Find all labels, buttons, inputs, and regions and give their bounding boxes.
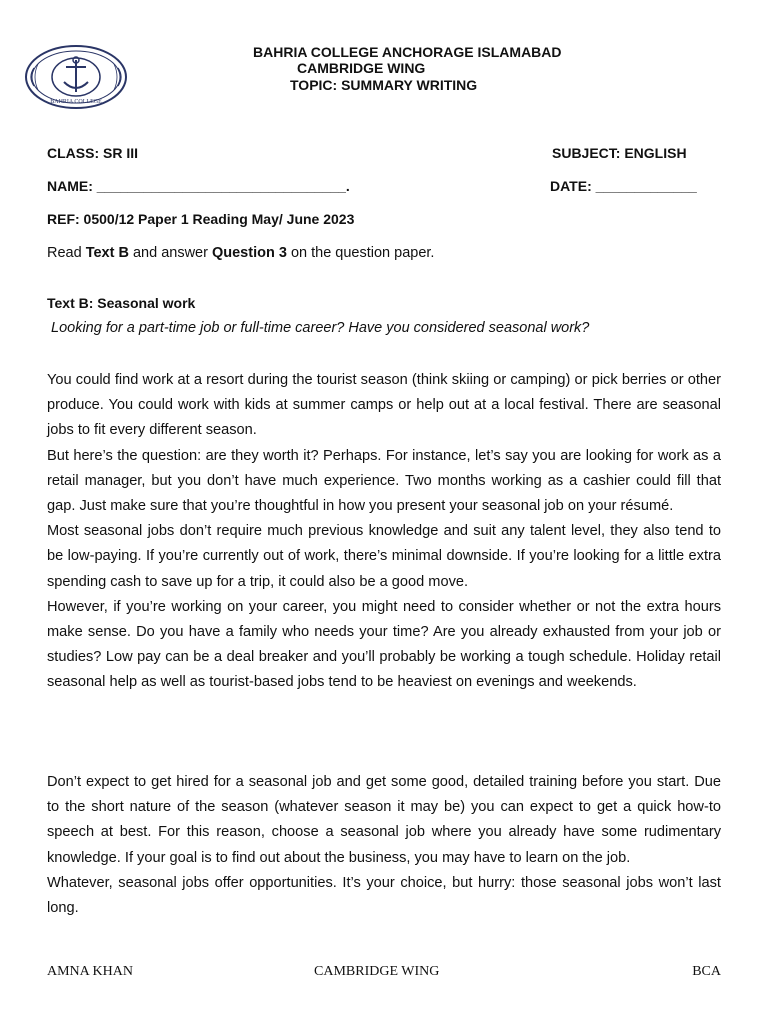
paragraph: But here’s the question: are they worth it? Perhaps. For instance, let’s say you are looking for work as a retail manager, but you don’t have much experience. Two months working as a cashier could fill that gap. Just make sure that you’re thoughtful in how you present your seasonal job on your résumé. <box>47 447 721 515</box>
topic-title: TOPIC: SUMMARY WRITING <box>290 77 478 93</box>
instruction-text-3: on the question paper. <box>286 245 435 261</box>
logo-text: BAHRIA COLLEGE <box>50 99 102 105</box>
instruction-bold-question: Question 3 <box>211 245 287 261</box>
footer-institution: BCA <box>692 964 721 979</box>
paragraph: Don’t expect to get hired for a seasonal job and get some good, detailed training before you start. Due to the short nature of the season (whatever season it may be) you can expect to get a quick how-to speech at best. For this reason, choose a seasonal job where you already have some rudimentary knowledge. If your goal is to find out about the business, you may have to learn on the job. <box>47 774 721 866</box>
paragraph: Whatever, seasonal jobs offer opportunities. It’s your choice, but hurry: those seasonal jobs won’t last long. <box>47 874 721 917</box>
paragraph: You could find work at a resort during the tourist season (think skiing or camping) or pick berries or other produce. You could work with kids at summer camps or help out at a local festival. There are seasonal jobs to fit every different season. <box>47 372 721 439</box>
text-body-part-2 <box>47 770 721 921</box>
subject-label: SUBJECT: ENGLISH <box>552 145 687 161</box>
reference-line: REF: 0500/12 Paper 1 Reading May/ June 2023 <box>47 211 355 227</box>
instruction-bold-text-b: Text B <box>85 245 129 261</box>
page-footer <box>47 964 721 984</box>
text-body-part-1 <box>47 368 721 696</box>
footer-wing: CAMBRIDGE WING <box>314 964 440 979</box>
footer-author: AMNA KHAN <box>47 964 133 979</box>
instruction-text-2: and answer <box>128 245 212 261</box>
wing-name: CAMBRIDGE WING <box>297 60 426 76</box>
text-b-subheading: Looking for a part-time job or full-time career? Have you considered seasonal work? <box>51 320 590 336</box>
college-logo <box>20 40 132 114</box>
class-label: CLASS: SR III <box>47 145 139 161</box>
name-field: NAME: ________________________________. <box>47 178 350 194</box>
paragraph: However, if you’re working on your career, you might need to consider whether or not the extra hours make sense. Do you have a family who needs your time? Are you already exhausted from your job or studies? Low pay can be a deal breaker and you’ll probably be working a tough schedule. Holiday retail seasonal help as well as tourist-based jobs tend to be heaviest on evenings and weekends. <box>47 598 721 691</box>
paragraph: Most seasonal jobs don’t require much previous knowledge and suit any talent level, they also tend to be low-paying. If you’re currently out of work, there’s minimal downside. If you’re looking for a little extra spending cash to save up for a trip, it could also be a good move. <box>47 523 721 590</box>
school-name: BAHRIA COLLEGE ANCHORAGE ISLAMABAD <box>253 44 562 60</box>
date-field: DATE: _____________ <box>550 178 697 194</box>
text-b-title: Text B: Seasonal work <box>47 295 196 311</box>
instruction-line <box>47 245 434 261</box>
instruction-text-1: Read <box>47 245 86 261</box>
